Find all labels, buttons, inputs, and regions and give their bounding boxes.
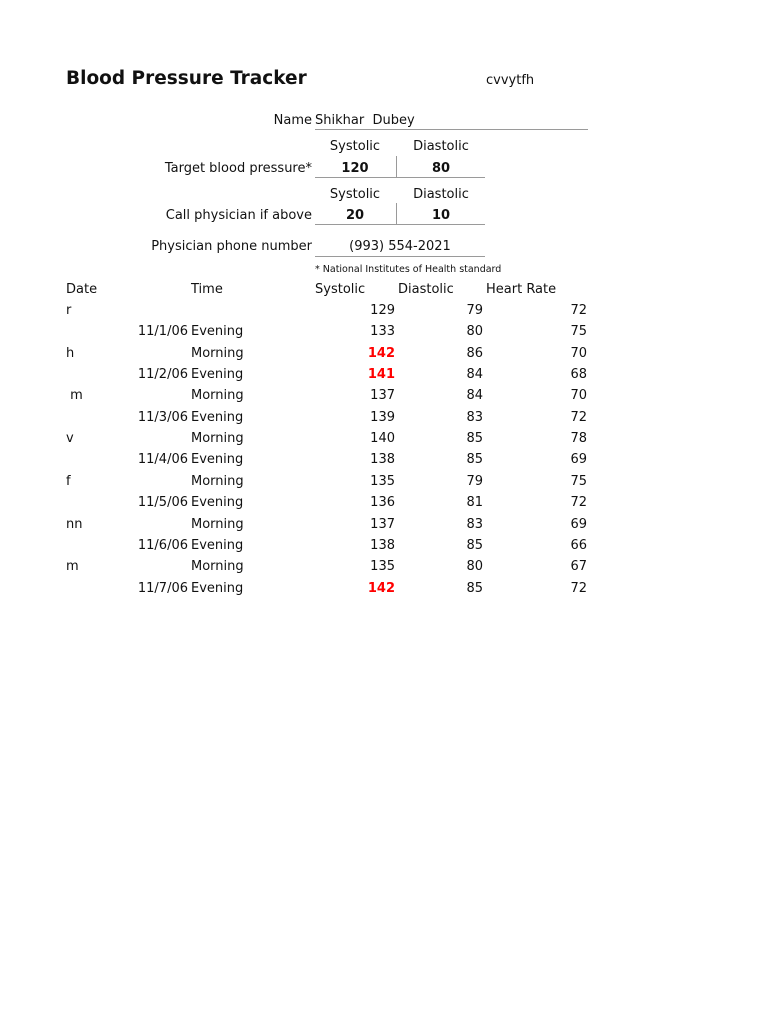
row-systolic[interactable]: 135: [370, 559, 395, 574]
target-diastolic-value[interactable]: 80: [431, 161, 451, 176]
row-date[interactable]: 11/3/06: [137, 410, 188, 425]
row-time[interactable]: Morning: [191, 346, 244, 361]
row-label: nn: [66, 517, 83, 532]
row-diastolic[interactable]: 85: [466, 431, 483, 446]
row-time[interactable]: Evening: [191, 410, 244, 425]
row-time[interactable]: Morning: [191, 559, 244, 574]
name-value[interactable]: Shikhar Dubey: [315, 113, 415, 128]
row-time[interactable]: Evening: [191, 367, 244, 382]
row-heart-rate[interactable]: 72: [570, 410, 587, 425]
call-underline: [315, 224, 485, 225]
target-label: Target blood pressure*: [164, 161, 312, 176]
row-systolic[interactable]: 140: [370, 431, 395, 446]
row-time[interactable]: Evening: [191, 324, 244, 339]
row-heart-rate[interactable]: 69: [570, 452, 587, 467]
row-heart-rate[interactable]: 67: [570, 559, 587, 574]
footnote: * National Institutes of Health standard: [315, 264, 502, 275]
name-underline: [315, 129, 588, 130]
row-diastolic[interactable]: 80: [466, 559, 483, 574]
header-diastolic: Diastolic: [398, 282, 454, 297]
row-diastolic[interactable]: 85: [466, 452, 483, 467]
row-date[interactable]: 11/6/06: [137, 538, 188, 553]
header-heart-rate: Heart Rate: [486, 282, 557, 297]
row-label: m: [66, 559, 79, 574]
phone-label: Physician phone number: [151, 239, 312, 254]
row-diastolic[interactable]: 85: [466, 538, 483, 553]
row-heart-rate[interactable]: 69: [570, 517, 587, 532]
row-diastolic[interactable]: 85: [466, 581, 483, 596]
row-systolic[interactable]: 133: [370, 324, 395, 339]
row-time[interactable]: Evening: [191, 495, 244, 510]
row-diastolic[interactable]: 86: [466, 346, 483, 361]
phone-value[interactable]: (993) 554-2021: [349, 239, 451, 254]
row-label: h: [66, 346, 75, 361]
call-systolic-header: Systolic: [329, 187, 381, 202]
row-heart-rate[interactable]: 72: [570, 581, 587, 596]
row-time[interactable]: Morning: [191, 517, 244, 532]
page-subtitle: cvvytfh: [486, 73, 535, 88]
row-systolic[interactable]: 138: [370, 452, 395, 467]
row-diastolic[interactable]: 84: [466, 388, 483, 403]
header-date: Date: [66, 282, 98, 297]
row-time[interactable]: Morning: [191, 388, 244, 403]
target-systolic-header: Systolic: [329, 139, 381, 154]
row-time[interactable]: Evening: [191, 581, 244, 596]
row-systolic[interactable]: 142: [367, 581, 395, 596]
row-diastolic[interactable]: 80: [466, 324, 483, 339]
page-title: Blood Pressure Tracker: [66, 68, 307, 89]
call-diastolic-header: Diastolic: [413, 187, 469, 202]
row-label: v: [66, 431, 74, 446]
row-systolic[interactable]: 139: [370, 410, 395, 425]
row-systolic[interactable]: 135: [370, 474, 395, 489]
row-time[interactable]: Morning: [191, 474, 244, 489]
call-label: Call physician if above: [165, 208, 312, 223]
row-heart-rate[interactable]: 75: [570, 324, 587, 339]
target-systolic-value[interactable]: 120: [341, 161, 369, 176]
row-systolic[interactable]: 137: [370, 388, 395, 403]
target-divider: [396, 156, 397, 177]
target-diastolic-header: Diastolic: [413, 139, 469, 154]
row-date[interactable]: 11/7/06: [137, 581, 188, 596]
row-time[interactable]: Evening: [191, 538, 244, 553]
row-date[interactable]: 11/4/06: [137, 452, 188, 467]
row-diastolic[interactable]: 79: [466, 303, 483, 318]
row-diastolic[interactable]: 83: [466, 410, 483, 425]
row-time[interactable]: Morning: [191, 431, 244, 446]
row-systolic[interactable]: 138: [370, 538, 395, 553]
row-heart-rate[interactable]: 72: [570, 303, 587, 318]
row-heart-rate[interactable]: 75: [570, 474, 587, 489]
row-systolic[interactable]: 136: [370, 495, 395, 510]
row-systolic[interactable]: 142: [367, 346, 395, 361]
row-diastolic[interactable]: 79: [466, 474, 483, 489]
row-heart-rate[interactable]: 68: [570, 367, 587, 382]
row-diastolic[interactable]: 83: [466, 517, 483, 532]
row-heart-rate[interactable]: 66: [570, 538, 587, 553]
row-heart-rate[interactable]: 78: [570, 431, 587, 446]
row-label: f: [66, 474, 71, 489]
row-label: r: [66, 303, 72, 318]
row-time[interactable]: Evening: [191, 452, 244, 467]
call-diastolic-value[interactable]: 10: [431, 208, 451, 223]
call-systolic-value[interactable]: 20: [345, 208, 365, 223]
call-divider: [396, 203, 397, 224]
row-systolic[interactable]: 137: [370, 517, 395, 532]
row-date[interactable]: 11/5/06: [137, 495, 188, 510]
row-date[interactable]: 11/2/06: [137, 367, 188, 382]
row-label: m: [66, 388, 83, 403]
row-heart-rate[interactable]: 72: [570, 495, 587, 510]
header-time: Time: [191, 282, 223, 297]
name-label: Name: [273, 113, 312, 128]
row-date[interactable]: 11/1/06: [137, 324, 188, 339]
row-diastolic[interactable]: 81: [466, 495, 483, 510]
target-underline: [315, 177, 485, 178]
phone-underline: [315, 256, 485, 257]
row-heart-rate[interactable]: 70: [570, 388, 587, 403]
header-systolic: Systolic: [315, 282, 366, 297]
row-diastolic[interactable]: 84: [466, 367, 483, 382]
row-systolic[interactable]: 129: [370, 303, 395, 318]
row-systolic[interactable]: 141: [367, 367, 395, 382]
row-heart-rate[interactable]: 70: [570, 346, 587, 361]
